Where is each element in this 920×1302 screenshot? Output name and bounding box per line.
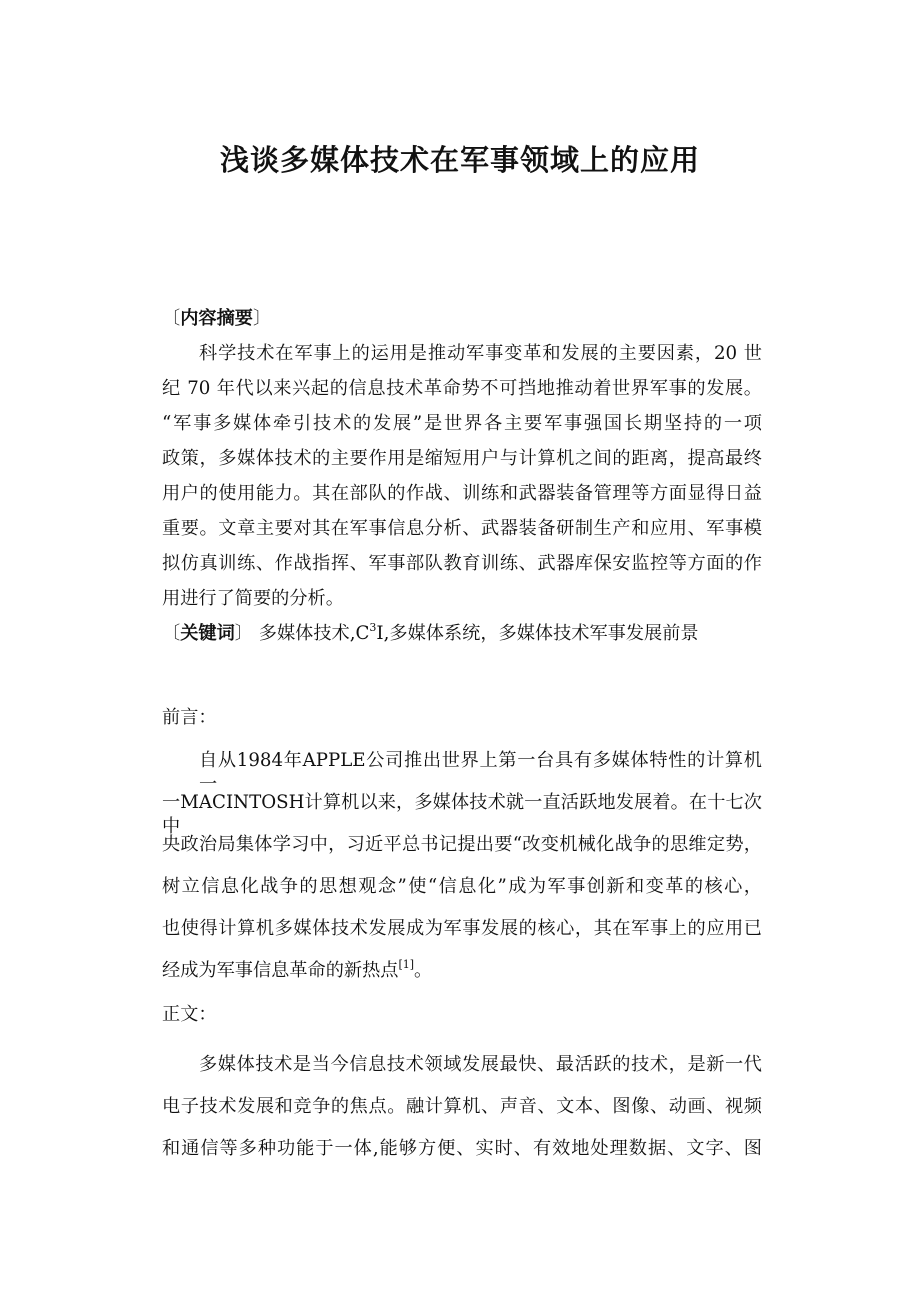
- abstract-line: “军事多媒体牵引技术的发展”是世界各主要军事强国长期坚持的一项: [162, 413, 762, 434]
- preface-line: 央政治局集体学习中，习近平总书记提出要“改变机械化战争的思维定势，: [162, 834, 762, 855]
- keywords-text: 多媒体技术,C: [258, 623, 370, 644]
- abstract-line: 纪 70 年代以来兴起的信息技术革命势不可挡地推动着世界军事的发展。: [162, 378, 762, 399]
- keywords-superscript: 3: [369, 621, 377, 634]
- abstract-line: 政策，多媒体技术的主要作用是缩短用户与计算机之间的距离，提高最终: [162, 448, 762, 469]
- keywords-label: 关键词: [180, 623, 235, 644]
- body-heading: 正文：: [162, 1004, 217, 1025]
- preface-line: 也使得计算机多媒体技术发展成为军事发展的核心，其在军事上的应用已: [162, 918, 762, 939]
- body-line: 和通信等多种功能于一体,能够方便、实时、有效地处理数据、文字、图: [162, 1138, 762, 1159]
- abstract-line: 科学技术在军事上的运用是推动军事变革和发展的主要因素，20 世: [199, 343, 762, 364]
- abstract-line: 用进行了简要的分析。: [162, 588, 344, 609]
- abstract-line: 重要。文章主要对其在军事信息分析、武器装备研制生产和应用、军事模: [162, 518, 762, 539]
- citation-ref: [1]: [398, 958, 415, 971]
- preface-heading: 前言：: [162, 707, 217, 728]
- abstract-line: 拟仿真训练、作战指挥、军事部队教育训练、武器库保安监控等方面的作: [162, 553, 762, 574]
- preface-line: 经成为军事信息革命的新热点[1]。: [162, 958, 433, 981]
- preface-line: 自从1984年APPLE公司推出世界上第一台具有多媒体特性的计算机一: [199, 750, 762, 795]
- abstract-label: 〔内容摘要〕: [162, 308, 272, 329]
- abstract-line: 用户的使用能力。其在部队的作战、训练和武器装备管理等方面显得日益: [162, 483, 762, 504]
- preface-line: 一MACINTOSH计算机以来，多媒体技术就一直活跃地发展着。在十七次中: [162, 792, 762, 837]
- document-title: 浅谈多媒体技术在军事领域上的应用: [219, 143, 700, 177]
- body-line: 电子技术发展和竞争的焦点。融计算机、声音、文本、图像、动画、视频: [162, 1096, 762, 1117]
- preface-line: 树立信息化战争的思想观念”使“信息化”成为军事创新和变革的核心，: [162, 876, 762, 897]
- keywords-line: 〔关键词〕 多媒体技术$,C^3I$,多媒体系统，多媒体技术军事发展前景: [162, 621, 699, 644]
- abstract-label-text: 内容摘要: [180, 308, 253, 329]
- body-line: 多媒体技术是当今信息技术领域发展最快、最活跃的技术，是新一代: [199, 1054, 762, 1075]
